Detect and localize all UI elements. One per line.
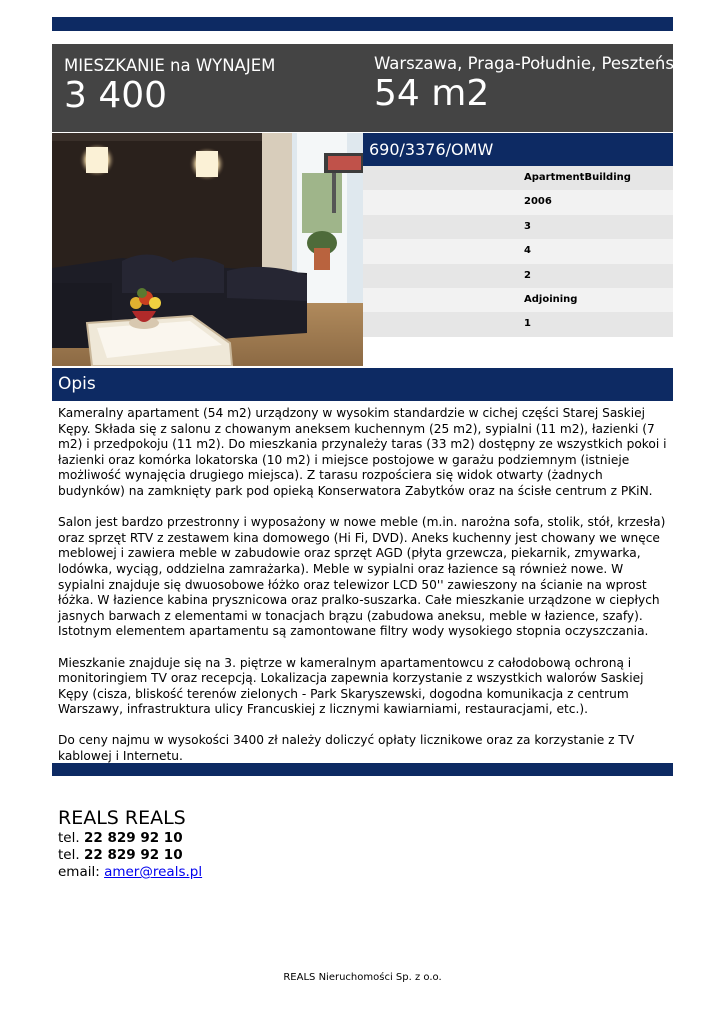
footer-company: REALS Nieruchomości Sp. z o.o. bbox=[283, 972, 442, 983]
description-heading: Opis bbox=[52, 368, 673, 401]
attribute-floors-total: 4 bbox=[363, 239, 673, 263]
attribute-floor: 3 bbox=[363, 215, 673, 239]
description-paragraph: Mieszkanie znajduje się na 3. piętrze w kameralnym apartamentowcu z całodobową ochroną i monitoringiem TV oraz recepcją. Lokalizacja zapewnia korzystanie z wszystkich walorów Saskiej Kępy (cisza, bliskość terenów zielonych - Park Skaryszewski, dogodna komunikacja z centrum Warszawy, infrastruktura ulicy Francuskiej z licznymi kawiarniami, restauracjami, etc.). bbox=[58, 655, 644, 717]
location: Warszawa, Praga-Południe, Peszteńska bbox=[374, 54, 694, 73]
area: 54 m2 bbox=[374, 73, 490, 114]
attributes-table bbox=[363, 166, 673, 337]
phone-number: 22 829 92 10 bbox=[83, 830, 183, 846]
tel-label: tel. bbox=[58, 847, 80, 863]
offer-type: MIESZKANIE na WYNAJEM bbox=[64, 56, 276, 75]
description-body bbox=[58, 406, 670, 780]
attribute-year-built: 2006 bbox=[363, 190, 673, 214]
attribute-bathrooms: 1 bbox=[363, 312, 673, 336]
reference-number: 690/3376/OMW bbox=[363, 133, 673, 166]
email-label: email: bbox=[58, 864, 100, 880]
apartment-photo bbox=[52, 133, 363, 366]
bottom-accent-bar bbox=[52, 763, 673, 776]
attribute-kitchen: Adjoining bbox=[363, 288, 673, 312]
company-name: REALS REALS bbox=[58, 807, 186, 829]
top-accent-bar bbox=[52, 17, 673, 31]
header-right bbox=[374, 54, 693, 114]
listing-header bbox=[52, 44, 694, 132]
description-paragraph: Kameralny apartament (54 m2) urządzony w wysokim standardzie w cichej części Starej Saskiej Kępy. Składa się z salonu z chowanym aneksem kuchennym (25 m2), sypialni (11 m2), łazienki (7 m2) i przedpokoju (11 m2). Do mieszkania przynależy taras (33 m2) dostępny ze wszystkich pokoi i łazienki oraz komórka lokatorska (10 m2) i miejsce postojowe w garażu podziemnym (istnieje możliwość wynajęcia drugiego miejsca). Z tarasu rozpościera się widok otwarty (żadnych budynków) na zamknięty park pod opieką Konserwatora Zabytków oraz na ścisłe centrum z PKiN. bbox=[58, 406, 667, 498]
tel-label: tel. bbox=[58, 830, 80, 846]
price: 3 400 bbox=[64, 75, 168, 116]
attribute-rooms: 2 bbox=[363, 264, 673, 288]
email-link[interactable]: amer@reals.pl bbox=[104, 864, 203, 880]
phone-line-2 bbox=[58, 847, 202, 864]
header-left bbox=[64, 56, 275, 116]
email-line bbox=[58, 864, 202, 881]
phone-line-1 bbox=[58, 830, 202, 847]
attribute-building-type: ApartmentBuilding bbox=[363, 166, 673, 190]
phone-number: 22 829 92 10 bbox=[83, 847, 183, 863]
description-paragraph: Salon jest bardzo przestronny i wyposażony w nowe meble (m.in. narożna sofa, stolik, stół, krzesła) oraz sprzęt RTV z zestawem kina domowego (Hi Fi, DVD). Aneks kuchenny jest chowany we wnęce meblowej i zawiera meble w zabudowie oraz sprzęt AGD (płyta grzewcza, piekarnik, zmywarka, lodówka, wyciąg, oddzielna zamrażarka). Meble w sypialni oraz łazience są również nowe. W sypialni znajduje się dwuosobowe łóżko oraz telewizor LCD 50'' zawieszony na ścianie na wprost łóżka. W łazience kabina prysznicowa oraz pralko-suszarka. Całe mieszkanie urządzone w ciepłych jasnych barwach z elementami w tonacjach brązu (zabudowa aneksu, meble w łazience, szafy). Istotnym elementem apartamentu są zamontowane filtry wody wysokiego stopnia oczyszczania. bbox=[58, 515, 666, 639]
description-paragraph: Do ceny najmu w wysokości 3400 zł należy doliczyć opłaty licznikowe oraz za korzystanie z TV kablowej i Internetu. bbox=[58, 733, 635, 764]
contact-block bbox=[58, 806, 202, 881]
